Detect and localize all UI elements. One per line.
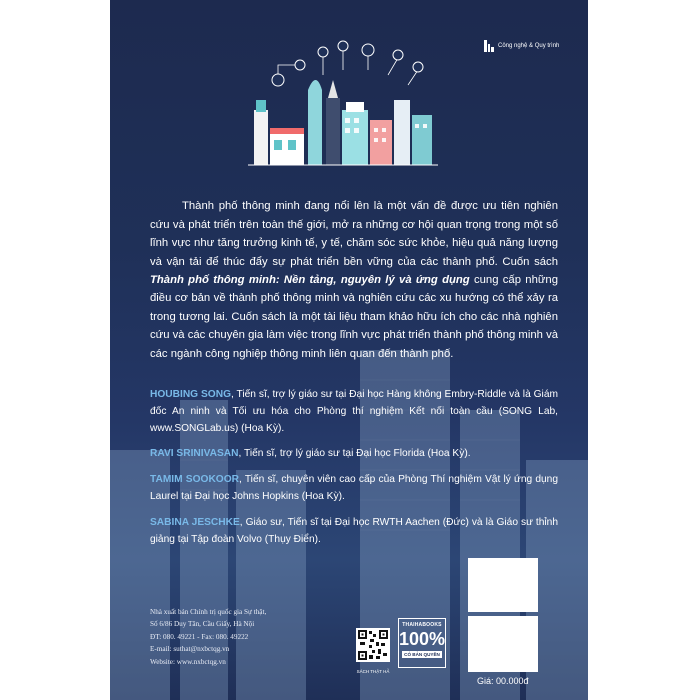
publisher-series-logo: [484, 40, 559, 52]
intro-text-part1: Thành phố thông minh đang nổi lên là một vấn đề được ưu tiên nghiên cứu và phát triển trên toàn thế giới, mở ra những cơ hội quan trọng trong một số lĩnh vực như tăng trưởng kinh tế, y tế, chăm sóc sức khỏe, hiệu quả năng lượng và vận tải để thúc đẩy sự phát triển bền vững của các thành phố. Cuốn sách: [150, 200, 558, 268]
copyright-badge: [398, 618, 446, 668]
author-name: RAVI SRINIVASAN: [150, 448, 239, 460]
copyright-caption: CÓ BẢN QUYỀN: [402, 651, 442, 658]
series-label: Công nghệ & Quy trình: [498, 43, 560, 49]
publisher-website: Website: www.nxbctqg.vn: [150, 657, 226, 666]
author-entry: [150, 446, 558, 463]
author-bio: , Tiến sĩ, trợ lý giáo sư tại Đại học Florida (Hoa Kỳ).: [238, 448, 471, 460]
intro-paragraph: [150, 197, 558, 363]
smart-city-illustration: [248, 40, 438, 170]
copyright-brand: THAIHABOOKS: [402, 622, 442, 628]
publisher-address: Số 6/86 Duy Tân, Cầu Giấy, Hà Nội: [150, 620, 255, 629]
author-entry: [150, 515, 558, 549]
author-entry: [150, 472, 558, 506]
back-cover: [110, 0, 588, 700]
author-name: HOUBING SONG: [150, 389, 231, 400]
barcode-box-bottom: [468, 616, 538, 672]
author-name: SABINA JESCHKE: [150, 516, 240, 528]
author-entry: [150, 387, 558, 437]
publisher-info: [110, 606, 390, 668]
author-bio: , Tiến sĩ, chuyên viên cao cấp của Phòng Thí nghiệm Vật lý ứng dụng Laurel tại Đại học Johns Hopkins (Hoa Kỳ).: [150, 474, 558, 502]
intro-text-part2: cung cấp những điều cơ bản về thành phố thông minh và nghiên cứu các xu hướng có thể xảy ra trong tương lai. Cuốn sách là một tài liệu tham khảo hữu ích cho các nhà nghiên cứu và các chuyên gia làm việc trong lĩnh vực phát triển thành phố thông minh và các ngành công nghiệp thông minh liên quan đến thành phố.: [150, 273, 558, 360]
publisher-logo-icon: [484, 40, 494, 52]
qr-code-icon: [356, 628, 390, 662]
authors-list: [150, 387, 558, 557]
qr-code-block: [356, 628, 390, 674]
author-name: TAMIM SOOKOOR: [150, 474, 240, 486]
book-title: Thành phố thông minh: Nền tảng, nguyên lý và ứng dụng: [150, 273, 470, 286]
publisher-email: E-mail: suthat@nxbctqg.vn: [150, 645, 230, 654]
author-bio: , Tiến sĩ, trợ lý giáo sư tại Đại học Hàng không Embry-Riddle và là Giám đốc An ninh và Tối ưu hóa cho Phòng thí nghiệm Kết nối toàn cầu (SONG Lab, www.SONGLab.us) (Hoa Kỳ).: [150, 389, 558, 434]
publisher-name: Nhà xuất bản Chính trị quốc gia Sự thật,: [150, 608, 267, 616]
author-bio: , Giáo sư, Tiến sĩ tại Đại học RWTH Aachen (Đức) và là Giáo sư thỉnh giảng tại Tập đoàn Volvo (Thụy Điển).: [150, 516, 558, 545]
price-label: Giá: 00.000đ: [477, 676, 529, 686]
barcode-box-top: [468, 558, 538, 612]
copyright-percent: 100%: [399, 629, 446, 649]
publisher-phone: ĐT: 080. 49221 - Fax: 080. 49222: [150, 632, 249, 641]
qr-caption: SÁCH THẬT HẢ: [356, 669, 390, 674]
